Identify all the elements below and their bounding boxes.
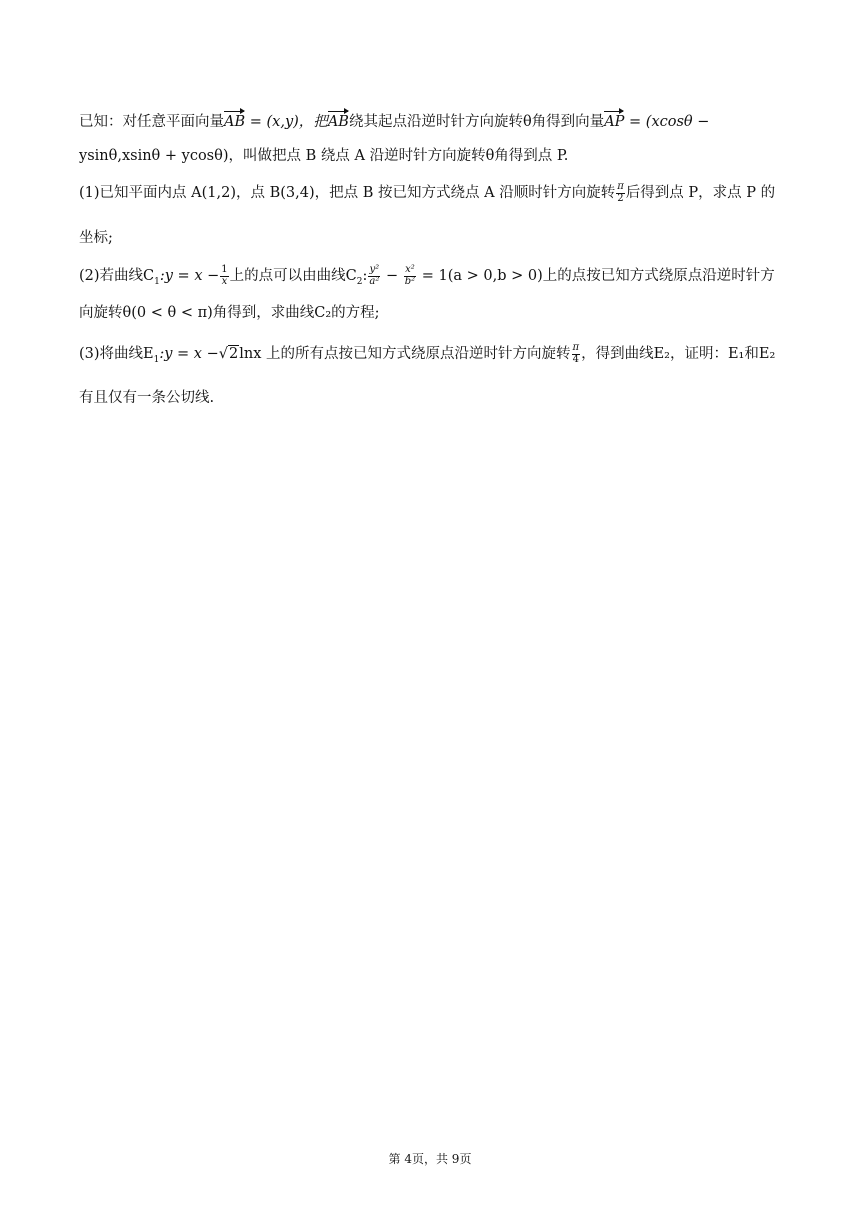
part3-text-b: :y = x − bbox=[159, 346, 219, 362]
part3-text-c: lnx 上的所有点按已知方式绕原点沿逆时针方向旋转 bbox=[239, 346, 571, 362]
part2-line-2 bbox=[79, 301, 380, 322]
part2-text-e: = 1(a > 0,b > 0)上的点按已知方式绕原点沿逆时针方 bbox=[417, 268, 775, 284]
radicand: 2 bbox=[229, 346, 239, 362]
frac-num: x² bbox=[405, 264, 415, 275]
part1-line-2 bbox=[79, 226, 113, 247]
fraction-pi-over-4 bbox=[572, 343, 581, 365]
part2-colon: : bbox=[362, 268, 368, 284]
part2-line-1 bbox=[79, 264, 775, 287]
fraction-pi-over-2 bbox=[616, 182, 625, 204]
part3-text-d: ，得到曲线E₂，证明：E₁和E₂ bbox=[581, 346, 776, 362]
frac-den: 4 bbox=[572, 353, 579, 365]
intro-text-2: ysinθ,xsinθ + ycosθ)，叫做把点 B 绕点 A 沿逆时针方向旋转θ角得到点 P. bbox=[79, 148, 569, 164]
subscript-1: 1 bbox=[154, 276, 160, 287]
part1-text-2: 坐标; bbox=[79, 230, 113, 246]
intro-text-d: = (xcosθ − bbox=[624, 114, 710, 130]
intro-text-c: 绕其起点沿逆时针方向旋转θ角得到向量 bbox=[348, 114, 605, 130]
frac-den: x bbox=[221, 275, 228, 287]
part3-line-1 bbox=[79, 342, 775, 365]
part3-text-a: (3)将曲线E bbox=[79, 346, 154, 362]
intro-line-1 bbox=[79, 110, 709, 131]
page-footer: 第 4页，共 9页 bbox=[388, 1152, 472, 1166]
fraction-y2-over-a2 bbox=[368, 265, 380, 287]
sqrt-2: √2 bbox=[218, 346, 239, 362]
part2-text-c: 上的点可以由曲线C bbox=[229, 268, 357, 284]
frac-den: b² bbox=[404, 275, 416, 287]
subscript-1: 1 bbox=[153, 354, 160, 365]
intro-text-a: 已知：对任意平面向量 bbox=[79, 114, 224, 130]
frac-den: a² bbox=[369, 275, 380, 287]
intro-text-b: = (x,y)，把 bbox=[245, 114, 328, 130]
subscript-2: 2 bbox=[356, 276, 363, 287]
frac-num: 1 bbox=[221, 264, 228, 275]
part1-line-1 bbox=[79, 181, 775, 204]
part2-text-2: 向旋转θ(0 < θ < π)角得到，求曲线C₂的方程; bbox=[79, 305, 380, 321]
vector-ab-2: AB bbox=[327, 114, 349, 130]
part3-text-2: 有且仅有一条公切线. bbox=[79, 390, 215, 406]
minus-sign: − bbox=[381, 268, 403, 284]
part3-line-2 bbox=[79, 386, 214, 407]
part1-text-b: 后得到点 P，求点 P 的 bbox=[625, 185, 776, 201]
part2-text-b: :y = x − bbox=[159, 268, 220, 284]
frac-den: 2 bbox=[617, 192, 624, 204]
vector-ab: AB bbox=[224, 114, 246, 130]
fraction-x2-over-b2 bbox=[404, 265, 416, 287]
frac-num: π bbox=[572, 342, 580, 353]
frac-num: π bbox=[617, 181, 624, 192]
part1-text-a: (1)已知平面内点 A(1,2)，点 B(3,4)，把点 B 按已知方式绕点 A 沿顺时针方向旋转 bbox=[79, 185, 616, 201]
part2-text-a: (2)若曲线C bbox=[79, 268, 155, 284]
intro-line-2 bbox=[79, 144, 568, 165]
frac-num: y² bbox=[369, 264, 380, 275]
vector-ap: AP bbox=[604, 114, 625, 130]
fraction-1-over-x bbox=[220, 265, 228, 287]
